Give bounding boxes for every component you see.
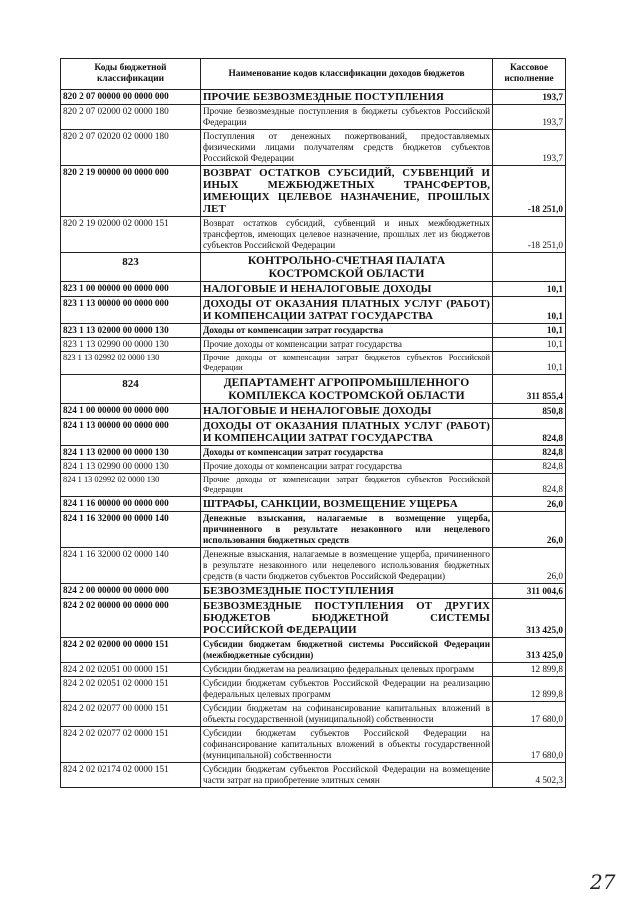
row-amount: 10,1 bbox=[493, 297, 566, 324]
row-amount: 26,0 bbox=[493, 512, 566, 548]
table-row bbox=[61, 599, 566, 638]
table-row bbox=[61, 352, 566, 375]
row-code: 824 2 02 02077 00 0000 151 bbox=[61, 702, 201, 727]
row-amount: -18 251,0 bbox=[493, 217, 566, 253]
budget-table-sheet bbox=[60, 58, 565, 788]
row-amount: 10,1 bbox=[493, 352, 566, 375]
row-code: 823 1 13 02992 02 0000 130 bbox=[61, 352, 201, 375]
row-name: ВОЗВРАТ ОСТАТКОВ СУБСИДИЙ, СУБВЕНЦИЙ И ИНЫХ МЕЖБЮДЖЕТНЫХ ТРАНСФЕРТОВ, ИМЕЮЩИХ ЦЕЛЕВОЕ НАЗНАЧЕНИЕ, ПРОШЛЫХ ЛЕТ bbox=[201, 166, 493, 217]
row-code: 820 2 07 00000 00 0000 000 bbox=[61, 90, 201, 105]
table-body bbox=[61, 90, 566, 788]
row-name: ШТРАФЫ, САНКЦИИ, ВОЗМЕЩЕНИЕ УЩЕРБА bbox=[201, 497, 493, 512]
header-codes: Коды бюджетной классификации bbox=[61, 59, 201, 90]
row-code: 820 2 07 02000 02 0000 180 bbox=[61, 105, 201, 130]
row-name: Возврат остатков субсидий, субвенций и иных межбюджетных трансфертов, имеющих целевое назначение, прошлых лет из бюджетов субъектов Российской Федерации bbox=[201, 217, 493, 253]
row-code: 824 1 16 32000 00 0000 140 bbox=[61, 512, 201, 548]
row-code: 824 1 13 02000 00 0000 130 bbox=[61, 446, 201, 460]
table-row bbox=[61, 497, 566, 512]
row-code: 824 2 02 02051 00 0000 151 bbox=[61, 663, 201, 677]
row-amount bbox=[493, 253, 566, 282]
row-code: 820 2 19 00000 00 0000 000 bbox=[61, 166, 201, 217]
header-name: Наименование кодов классификации доходов бюджетов bbox=[201, 59, 493, 90]
row-name: ДОХОДЫ ОТ ОКАЗАНИЯ ПЛАТНЫХ УСЛУГ (РАБОТ) И КОМПЕНСАЦИИ ЗАТРАТ ГОСУДАРСТВА bbox=[201, 419, 493, 446]
row-amount: 4 502,3 bbox=[493, 763, 566, 788]
row-code: 824 2 02 02174 02 0000 151 bbox=[61, 763, 201, 788]
table-row bbox=[61, 105, 566, 130]
row-code: 820 2 19 02000 02 0000 151 bbox=[61, 217, 201, 253]
row-amount: 313 425,0 bbox=[493, 638, 566, 663]
row-code: 820 2 07 02020 02 0000 180 bbox=[61, 130, 201, 166]
table-row bbox=[61, 584, 566, 599]
table-row bbox=[61, 375, 566, 404]
row-code: 824 1 13 02992 02 0000 130 bbox=[61, 474, 201, 497]
row-amount: 311 855,4 bbox=[493, 375, 566, 404]
row-amount: 10,1 bbox=[493, 338, 566, 352]
row-name: Прочие доходы от компенсации затрат бюджетов субъектов Российской Федерации bbox=[201, 352, 493, 375]
row-amount: 824,8 bbox=[493, 419, 566, 446]
row-name: Субсидии бюджетам субъектов Российской Федерации на возмещение части затрат на приобретение элитных семян bbox=[201, 763, 493, 788]
table-row bbox=[61, 166, 566, 217]
row-name: Поступления от денежных пожертвований, предоставляемых физическими лицами получателям средств бюджетов субъектов Российской Федерации bbox=[201, 130, 493, 166]
row-amount: 10,1 bbox=[493, 282, 566, 297]
row-name: Субсидии бюджетам на реализацию федеральных целевых программ bbox=[201, 663, 493, 677]
table-row bbox=[61, 282, 566, 297]
row-code: 823 1 13 00000 00 0000 000 bbox=[61, 297, 201, 324]
row-amount: 824,8 bbox=[493, 460, 566, 474]
table-row bbox=[61, 474, 566, 497]
row-name: КОНТРОЛЬНО-СЧЕТНАЯ ПАЛАТА КОСТРОМСКОЙ ОБЛАСТИ bbox=[201, 253, 493, 282]
table-row bbox=[61, 419, 566, 446]
row-name: Денежные взыскания, налагаемые в возмещение ущерба, причиненного в результате незаконного или нецелевого использования бюджетных средств bbox=[201, 512, 493, 548]
row-amount: 17 680,0 bbox=[493, 727, 566, 763]
table-row bbox=[61, 446, 566, 460]
revenue-table bbox=[60, 58, 566, 788]
row-amount: 313 425,0 bbox=[493, 599, 566, 638]
table-row bbox=[61, 324, 566, 338]
row-name: ДОХОДЫ ОТ ОКАЗАНИЯ ПЛАТНЫХ УСЛУГ (РАБОТ) И КОМПЕНСАЦИИ ЗАТРАТ ГОСУДАРСТВА bbox=[201, 297, 493, 324]
row-code: 824 1 13 02990 00 0000 130 bbox=[61, 460, 201, 474]
row-code: 824 2 02 00000 00 0000 000 bbox=[61, 599, 201, 638]
row-amount: 193,7 bbox=[493, 90, 566, 105]
row-code: 824 2 00 00000 00 0000 000 bbox=[61, 584, 201, 599]
table-row bbox=[61, 460, 566, 474]
row-name: Прочие доходы от компенсации затрат государства bbox=[201, 338, 493, 352]
table-row bbox=[61, 130, 566, 166]
table-row bbox=[61, 404, 566, 419]
row-name: Субсидии бюджетам бюджетной системы Российской Федерации (межбюджетные субсидии) bbox=[201, 638, 493, 663]
row-code: 823 1 00 00000 00 0000 000 bbox=[61, 282, 201, 297]
table-row bbox=[61, 763, 566, 788]
table-row bbox=[61, 548, 566, 584]
row-name: Субсидии бюджетам субъектов Российской Федерации на софинансирование капитальных вложений в объекты государственной (муниципальной) собственности bbox=[201, 727, 493, 763]
row-code: 824 2 02 02077 02 0000 151 bbox=[61, 727, 201, 763]
row-amount: 10,1 bbox=[493, 324, 566, 338]
table-row bbox=[61, 663, 566, 677]
row-amount: 17 680,0 bbox=[493, 702, 566, 727]
table-row bbox=[61, 90, 566, 105]
row-name: Субсидии бюджетам на софинансирование капитальных вложений в объекты государственной (муниципальной) собственности bbox=[201, 702, 493, 727]
row-name: ДЕПАРТАМЕНТ АГРОПРОМЫШЛЕННОГО КОМПЛЕКСА КОСТРОМСКОЙ ОБЛАСТИ bbox=[201, 375, 493, 404]
row-name: Доходы от компенсации затрат государства bbox=[201, 446, 493, 460]
row-amount: 311 004,6 bbox=[493, 584, 566, 599]
table-row bbox=[61, 253, 566, 282]
row-code: 824 1 16 32000 02 0000 140 bbox=[61, 548, 201, 584]
row-name: БЕЗВОЗМЕЗДНЫЕ ПОСТУПЛЕНИЯ ОТ ДРУГИХ БЮДЖЕТОВ БЮДЖЕТНОЙ СИСТЕМЫ РОССИЙСКОЙ ФЕДЕРАЦИИ bbox=[201, 599, 493, 638]
row-amount: 26,0 bbox=[493, 497, 566, 512]
row-code: 824 2 02 02051 02 0000 151 bbox=[61, 677, 201, 702]
table-row bbox=[61, 727, 566, 763]
table-row bbox=[61, 217, 566, 253]
row-name: БЕЗВОЗМЕЗДНЫЕ ПОСТУПЛЕНИЯ bbox=[201, 584, 493, 599]
table-row bbox=[61, 512, 566, 548]
row-name: Прочие доходы от компенсации затрат бюджетов субъектов Российской Федерации bbox=[201, 474, 493, 497]
row-code: 824 1 00 00000 00 0000 000 bbox=[61, 404, 201, 419]
row-amount: 193,7 bbox=[493, 130, 566, 166]
row-code: 823 bbox=[61, 253, 201, 282]
row-code: 823 1 13 02990 00 0000 130 bbox=[61, 338, 201, 352]
row-amount: 12 899,8 bbox=[493, 677, 566, 702]
table-row bbox=[61, 297, 566, 324]
row-amount: 26,0 bbox=[493, 548, 566, 584]
row-code: 824 1 16 00000 00 0000 000 bbox=[61, 497, 201, 512]
table-header-row bbox=[61, 59, 566, 90]
row-code: 824 bbox=[61, 375, 201, 404]
page-number: 27 bbox=[590, 870, 616, 894]
row-name: Доходы от компенсации затрат государства bbox=[201, 324, 493, 338]
table-row bbox=[61, 638, 566, 663]
row-name: НАЛОГОВЫЕ И НЕНАЛОГОВЫЕ ДОХОДЫ bbox=[201, 282, 493, 297]
row-name: Денежные взыскания, налагаемые в возмещение ущерба, причиненного в результате незаконного или нецелевого использования бюджетных средств (в части бюджетов субъектов Российской Федерации) bbox=[201, 548, 493, 584]
row-name: Прочие доходы от компенсации затрат государства bbox=[201, 460, 493, 474]
header-amount: Кассовое исполнение bbox=[493, 59, 566, 90]
row-amount: 850,8 bbox=[493, 404, 566, 419]
row-name: Субсидии бюджетам субъектов Российской Федерации на реализацию федеральных целевых программ bbox=[201, 677, 493, 702]
table-row bbox=[61, 677, 566, 702]
row-name: НАЛОГОВЫЕ И НЕНАЛОГОВЫЕ ДОХОДЫ bbox=[201, 404, 493, 419]
row-name: ПРОЧИЕ БЕЗВОЗМЕЗДНЫЕ ПОСТУПЛЕНИЯ bbox=[201, 90, 493, 105]
table-row bbox=[61, 702, 566, 727]
row-amount: 824,8 bbox=[493, 446, 566, 460]
row-code: 824 2 02 02000 00 0000 151 bbox=[61, 638, 201, 663]
row-code: 824 1 13 00000 00 0000 000 bbox=[61, 419, 201, 446]
table-row bbox=[61, 338, 566, 352]
row-code: 823 1 13 02000 00 0000 130 bbox=[61, 324, 201, 338]
row-amount: 824,8 bbox=[493, 474, 566, 497]
row-amount: 12 899,8 bbox=[493, 663, 566, 677]
row-amount: -18 251,0 bbox=[493, 166, 566, 217]
row-amount: 193,7 bbox=[493, 105, 566, 130]
row-name: Прочие безвозмездные поступления в бюджеты субъектов Российской Федерации bbox=[201, 105, 493, 130]
